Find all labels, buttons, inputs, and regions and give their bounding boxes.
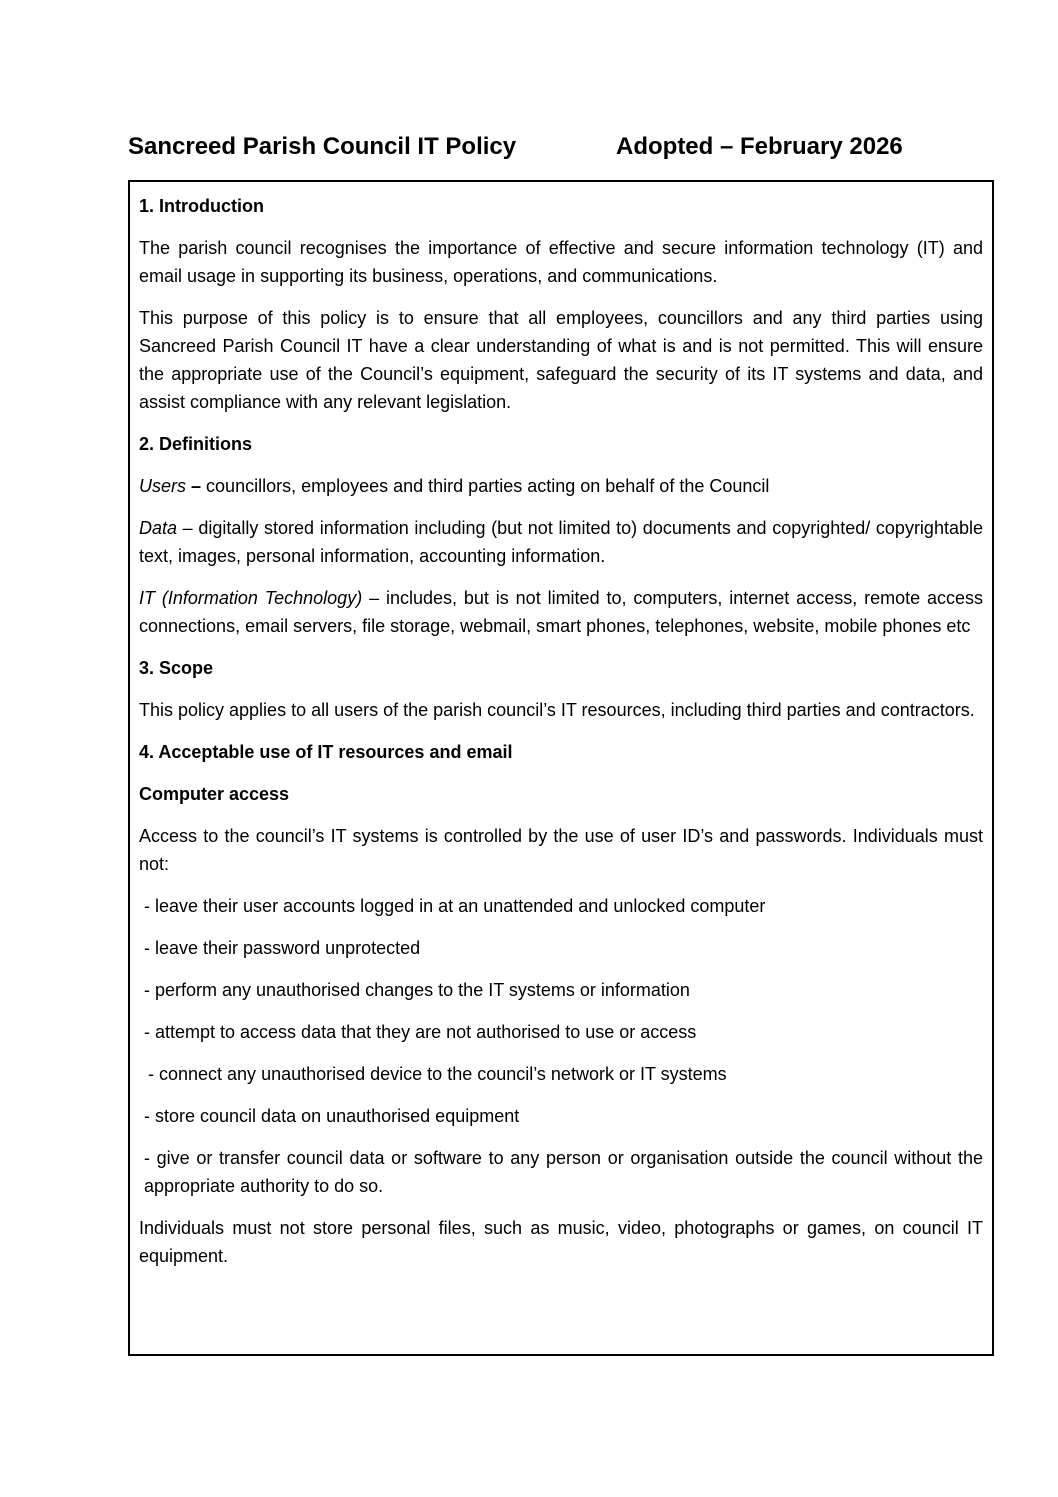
scope-paragraph: This policy applies to all users of the parish council’s IT resources, including third parties and contractors.	[139, 700, 975, 720]
document-header	[128, 130, 994, 166]
adopted-date: Adopted – February 2026	[616, 133, 903, 160]
computer-access-intro: Access to the council’s IT systems is controlled by the use of user ID’s and passwords. Individuals must not:	[139, 826, 983, 874]
policy-content-box	[128, 180, 994, 1356]
introduction-paragraph-2: This purpose of this policy is to ensure that all employees, councillors and any third parties using Sancreed Parish Council IT have a clear understanding of what is and is not permitted. This will ensure the appropriate use of the Council’s equipment, safeguard the security of its IT systems and data, and assist compliance with any relevant legislation.	[139, 308, 983, 412]
definition-data	[139, 514, 983, 570]
introduction-paragraph-1: The parish council recognises the importance of effective and secure information technology (IT) and email usage in supporting its business, operations, and communications.	[139, 238, 983, 286]
list-item: - perform any unauthorised changes to the IT systems or information	[144, 980, 690, 1000]
definition-text-it: – includes, but is not limited to, computers, internet access, remote access connections, email servers, file storage, webmail, smart phones, telephones, website, mobile phones etc	[139, 588, 984, 636]
definition-text-data: – digitally stored information including (but not limited to) documents and copyrighted/ copyrightable text, images, personal information, accounting information.	[139, 518, 983, 566]
definition-it	[139, 584, 983, 640]
definition-text-users: councillors, employees and third parties acting on behalf of the Council	[201, 476, 770, 496]
definition-term-users: Users	[139, 476, 187, 496]
definition-term-it: IT (Information Technology)	[139, 588, 363, 608]
section-heading-introduction: 1. Introduction	[139, 196, 264, 216]
list-item: - store council data on unauthorised equipment	[144, 1106, 520, 1126]
list-item: - connect any unauthorised device to the council’s network or IT systems	[148, 1064, 727, 1084]
section-heading-definitions: 2. Definitions	[139, 434, 253, 454]
list-item: - give or transfer council data or software to any person or organisation outside the council without the appropriate authority to do so.	[144, 1148, 983, 1196]
personal-files-paragraph: Individuals must not store personal files, such as music, video, photographs or games, on council IT equipment.	[139, 1218, 983, 1266]
list-item: - attempt to access data that they are not authorised to use or access	[144, 1022, 697, 1042]
definition-users	[139, 472, 983, 500]
list-item: - leave their user accounts logged in at an unattended and unlocked computer	[144, 896, 766, 916]
section-heading-acceptable-use: 4. Acceptable use of IT resources and email	[139, 742, 513, 762]
document-title: Sancreed Parish Council IT Policy	[128, 133, 517, 160]
definition-dash: –	[191, 476, 202, 496]
list-item: - leave their password unprotected	[144, 938, 421, 958]
definition-term-data: Data	[139, 518, 178, 538]
subheading-computer-access: Computer access	[139, 784, 290, 804]
section-heading-scope: 3. Scope	[139, 658, 214, 678]
